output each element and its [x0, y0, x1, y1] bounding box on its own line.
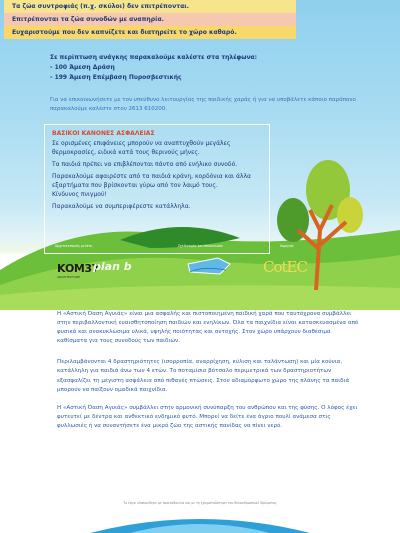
tag-logo-icon [186, 256, 232, 276]
kom37-logo-text: ΚΟΜ37 [57, 262, 99, 275]
safety-rules-title: ΒΑΣΙΚΟΙ ΚΑΝΟΝΕΣ ΑΣΦΑΛΕΙΑΣ [52, 130, 155, 137]
description-paragraph-2: Περιλαμβάνονται 4 δραστηριότητες (ισορροπία, αναρρίχηση, κύλιση και ταλάντωση) και μία κούνια, κατάλληλη για παιδιά άνω των 4 ετών. Το ποταμίσιο βότσαλο περιμετρικά των δραστηριοτήτων εξασφαλίζει τη μέγιστη ασφάλεια από πιθανές πτώσεις. Στον αδιαμόρφωτο χώρο της πλάνης τα παιδιά μπορούν να παίξουν ομαδικά παιχνίδια. [57, 359, 350, 393]
sponsor-label-sponsor: Χορηγός [280, 244, 294, 248]
sponsor-label-design: Σχεδιασμός και επικοινωνία [178, 244, 223, 248]
rule-remove-helmets [52, 172, 262, 199]
kom37-logo-sub: ARCHITECTURE [57, 275, 81, 279]
sponsor-label-architecture: Αρχιτεκτονικός μελέτη [55, 244, 93, 248]
emergency-phones [50, 53, 257, 83]
notice-pets: Τα ζώα συντροφιάς (π.χ. σκύλοι) δεν επιτρέπονται. [4, 0, 296, 13]
description-paragraph-3: Η «Αστική Όαση Αγυιάς» συμβάλλει στην αρμονική συνύπαρξη του ανθρώπου και της φύσης. Ο λόφος έχει φυτευτεί με δέντρα και ανθεκτικό ενδημικό φυτό. Μπορεί να δείτε ένα άγριο πουλί ανάμεσα στις φυλλωσιές ή να συναντήσετε ένα μικρό ζώο της αστικής πανίδας να πίνει νερό. [57, 404, 358, 429]
contact-text: Για να επικοινωνήσετε με τον υπεύθυνο λειτουργίας της παιδικής χαράς ή για να υποβάλετε κάποιο παράπονο παρακαλούμε καλέστε στον 2613 610200. [50, 97, 356, 112]
rule-hot-surfaces: Σε ορισμένες επιφάνειες μπορούν να αναπτυχθούν μεγάλες θερμοκρασίες, ειδικά κατά τους θερινούς μήνες. [52, 140, 231, 156]
notice-band [4, 0, 296, 39]
safety-rules-box [44, 124, 270, 254]
blue-swoosh-decoration [0, 505, 400, 533]
description-text [57, 310, 362, 440]
cotec-logo: CotEC [263, 258, 307, 276]
notice-assistance-animals: Επιτρέπονται τα ζώα συνοδών με αναπηρία. [4, 13, 296, 26]
rule-choking-warning: Κίνδυνος πνιγμού! [52, 191, 107, 198]
emergency-line-fire: - 199 Άμεση Επέμβαση Πυροσβεστικής [50, 74, 182, 81]
notice-no-smoking: Ευχαριστούμε που δεν καπνίζετε και διατηρείτε το χώρο καθαρό. [4, 26, 296, 39]
rule-remove-helmets-text: Παρακαλούμε αφαιρέστε από τα παιδιά κράνη, κορδόνια και άλλα εξαρτήματα που βρίσκονται γύρω από τον λαιμό τους. [52, 173, 251, 189]
rule-behave: Παρακαλούμε να συμπεριφέρεστε κατάλληλα. [52, 203, 191, 210]
description-paragraph-1: Η «Αστική Όαση Αγυιάς» είναι μια ασφαλής και πιστοποιημένη παιδική χαρά που ταυτόχρονα συμβάλλει στην περιβαλλοντική ευαισθητοποίηση παιδιών και ενηλίκων. Όλα τα παιχνίδια είναι κατασκευασμένα από φυσικά και ανακυκλώσιμα υλικά, υψηλής ποιότητας και αντοχής. Στον χώρο υπάρχουν διαθέσιμα καθίσματα για τους συνοδούς των παιδιών. [57, 311, 359, 345]
footer-credit: Το έργο υλοποιήθηκε με πρωτοβουλία και με τη χρηματοδότηση του Φιλανθρωπικού Ιδρύματος [123, 501, 277, 505]
planb-logo: plan b [93, 260, 132, 273]
emergency-line-police: - 100 Άμεση Δράση [50, 64, 115, 71]
rule-supervision: Τα παιδιά πρέπει να επιβλέπονται πάντα από ενήλικο συνοδό. [52, 161, 238, 168]
emergency-intro: Σε περίπτωση ανάγκης παρακαλούμε καλέστε στα τηλέφωνα: [50, 54, 258, 61]
